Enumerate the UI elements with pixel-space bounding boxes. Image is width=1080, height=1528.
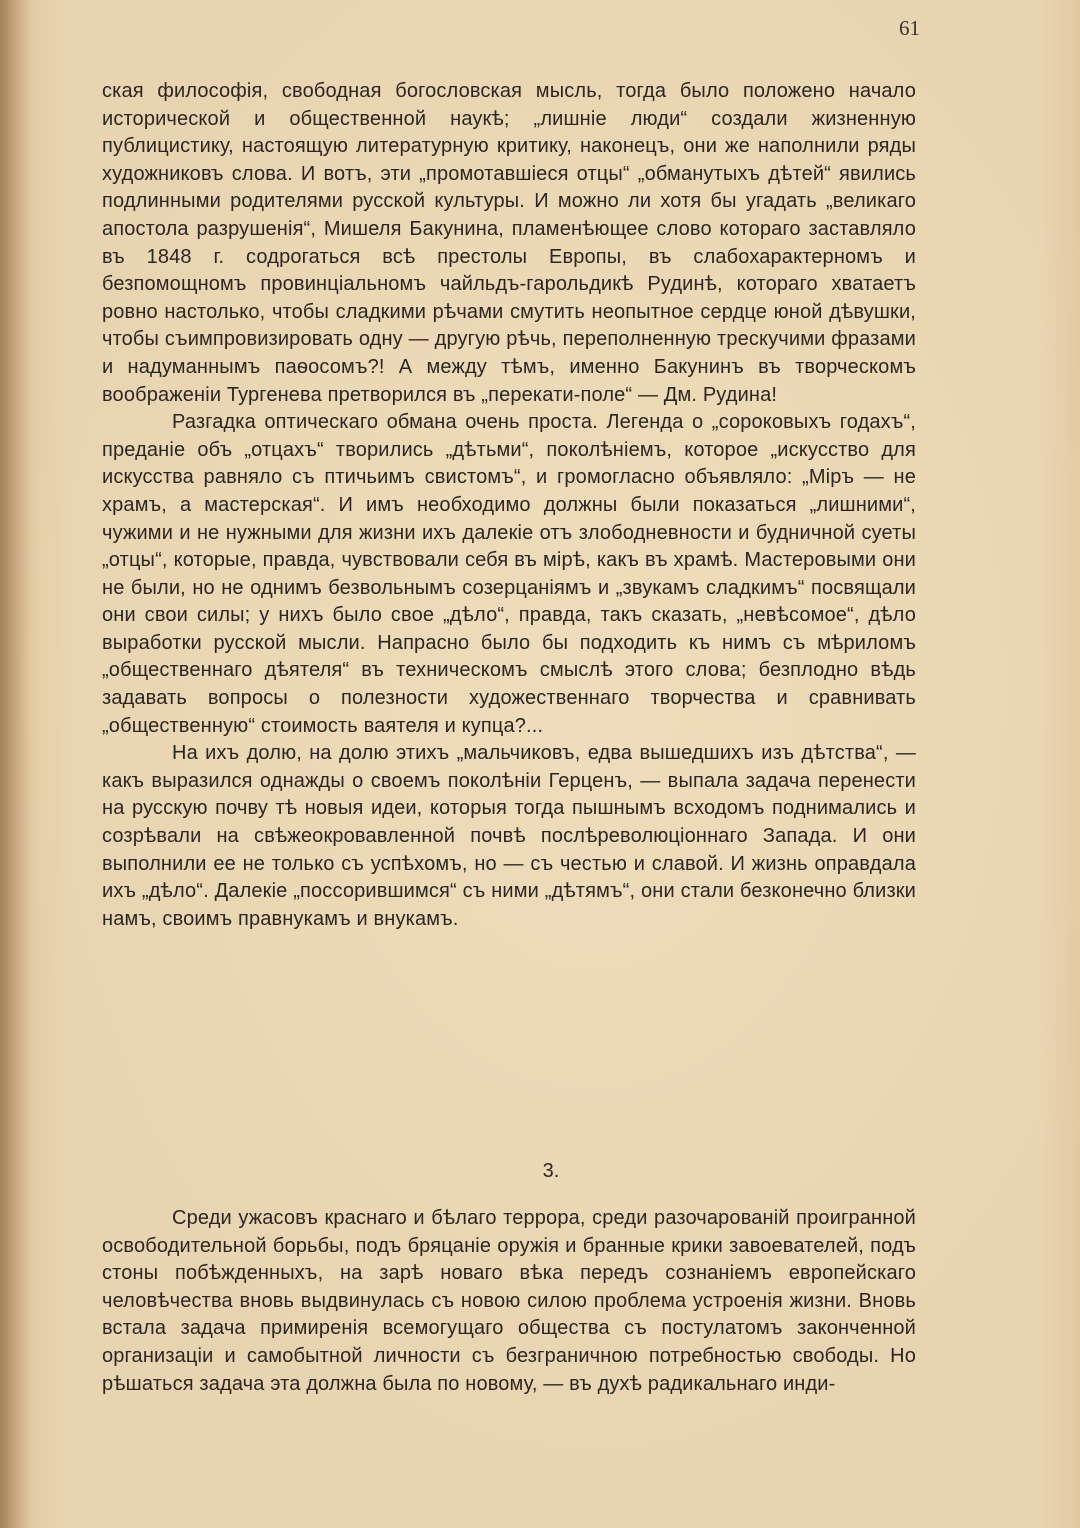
paragraph-3: На ихъ долю, на долю этихъ „мальчиковъ, едва вышедшихъ изъ дѣтства“, — какъ выразился однажды о своемъ поколѣніи Герценъ, — выпала задача перенести на русскую почву тѣ новыя идеи, которыя тогда пышнымъ всходомъ поднимались и созрѣвали на свѣжеокровавленной почвѣ послѣреволюціоннаго Запада. И они выполнили ее не только съ успѣхомъ, но — съ честью и славой. И жизнь оправдала ихъ „дѣло“. Далекіе „поссорившимся“ съ ними „дѣтямъ“, они стали безконечно близки намъ, своимъ правнукамъ и внукамъ.	[102, 742, 916, 930]
page-number: 61	[899, 16, 920, 40]
gutter-shadow	[0, 0, 30, 1528]
section-number: 3.	[542, 1160, 560, 1182]
paragraph-1: ская философія, свободная богословская мысль, тогда было положено начало исторической и общественной наукѣ; „лишніе люди“ создали жизненную публицистику, настоящую литературную критику, наконецъ, они же наполнили ряды художниковъ слова. И вотъ, эти „промотавшіеся отцы“ „обманутыхъ дѣтей“ явились подлинными родителями русской культуры. И можно ли хотя бы угадать „великаго апостола разрушенія“, Мишеля Бакунина, пламенѣющее слово котораго заставляло въ 1848 г. содрогаться всѣ престолы Европы, въ слабохарактерномъ и безпомощномъ провинціальномъ чайльдъ-гарольдикѣ Рудинѣ, котораго хватаетъ ровно настолько, чтобы сладкими рѣчами смутить неопытное сердце юной дѣвушки, чтобы съимпровизировать одну — другую рѣчь, переполненную трескучими фразами и надуманнымъ паѳосомъ?! А между тѣмъ, именно Бакунинъ въ творческомъ воображеніи Тургенева претворился въ „перекати-поле“ — Дм. Рудина!	[102, 80, 916, 406]
paragraph-2: Разгадка оптическаго обмана очень проста. Легенда о „сороковыхъ годахъ“, преданіе объ „отцахъ“ творились „дѣтьми“, поколѣніемъ, которое „искусство для искусства равняло съ птичьимъ свистомъ“, и громогласно объявляло: „Міръ — не храмъ, а мастерская“. И имъ необходимо должны были показаться „лишними“, чужими и не нужными для жизни ихъ далекіе отъ злободневности и будничной суеты „отцы“, которые, правда, чувствовали себя въ мірѣ, какъ въ храмѣ. Мастеровыми они не были, но не однимъ безвольнымъ созерцаніямъ и „звукамъ сладкимъ“ посвящали они свои силы; у нихъ было свое „дѣло“, правда, такъ сказать, „невѣсомое“, дѣло выработки русской мысли. Напрасно было бы подходить къ нимъ съ мѣриломъ „общественнаго дѣятеля“ въ техническомъ смыслѣ этого слова; безплодно вѣдь задавать вопросы о полезности художественнаго творчества и сравнивать „общественную“ стоимость ваятеля и купца?...	[102, 411, 916, 737]
section-paragraph-1: Среди ужасовъ краснаго и бѣлаго террора, среди разочарованій проигранной освободительной борьбы, подъ бряцаніе оружія и бранные крики завоевателей, подъ стоны побѣжденныхъ, на зарѣ новаго вѣка передъ сознаніемъ европейскаго человѣчества вновь выдвинулась съ новою силою проблема устроенія жизни. Вновь встала задача примиренія всемогущаго общества съ постулатомъ законченной организаціи и самобытной личности съ безграничною потребностью свободы. Но рѣшаться задача эта должна была по новому, — въ духѣ радикальнаго инди-	[102, 1207, 916, 1395]
main-text	[102, 78, 916, 933]
section-text	[102, 1205, 916, 1398]
